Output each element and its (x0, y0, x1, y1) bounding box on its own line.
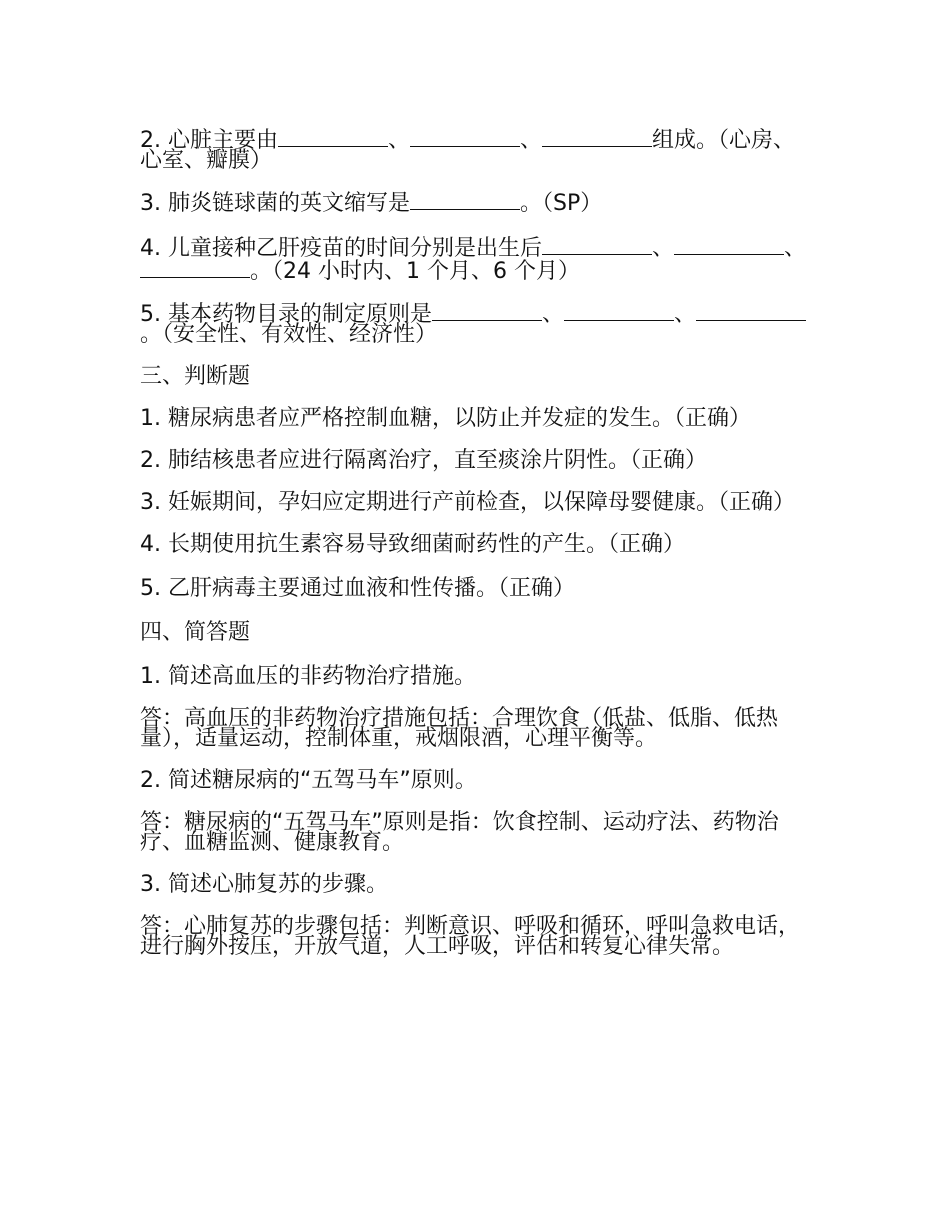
true-false-item: 4. 长期使用抗生素容易导致细菌耐药性的产生。（正确） (140, 532, 685, 557)
answer-blank (140, 259, 250, 278)
answer-blank (432, 302, 542, 321)
answer-blank (564, 302, 674, 321)
answer-blank (542, 128, 652, 147)
short-answer-question: 1. 简述高血压的非药物治疗措施。 (140, 664, 476, 689)
true-false-item: 2. 肺结核患者应进行隔离治疗，直至痰涂片阴性。（正确） (140, 448, 707, 473)
answer-blank (674, 236, 784, 255)
answer-blank (278, 128, 388, 147)
short-answer-question: 3. 简述心肺复苏的步骤。 (140, 872, 388, 897)
short-answer-question: 2. 简述糖尿病的“五驾马车”原则。 (140, 768, 477, 793)
true-false-item: 3. 妊娠期间，孕妇应定期进行产前检查，以保障母婴健康。（正确） (140, 490, 795, 515)
section-heading-true-false: 三、判断题 (140, 364, 251, 389)
short-answer-answer: 答：高血压的非药物治疗措施包括：合理饮食（低盐、低脂、低热量），适量运动，控制体重，戒烟限酒，心理平衡等。 (140, 706, 779, 751)
true-false-item: 5. 乙肝病毒主要通过血液和性传播。（正确） (140, 576, 575, 601)
fill-in-question-5: 5. 基本药物目录的制定原则是 、 、。（安全性、有效性、经济性） (140, 302, 810, 345)
fill-in-question-4: 4. 儿童接种乙肝疫苗的时间分别是出生后 、 、。（24 小时内、1 个月、6 个月） (140, 236, 807, 284)
answer-blank (542, 236, 652, 255)
true-false-item: 1. 糖尿病患者应严格控制血糖，以防止并发症的发生。（正确） (140, 406, 751, 431)
section-heading-short-answer: 四、简答题 (140, 620, 251, 645)
answer-blank (696, 302, 806, 321)
fill-in-question-3: 3. 肺炎链球菌的英文缩写是 。（SP） (140, 191, 603, 216)
short-answer-answer: 答：糖尿病的“五驾马车”原则是指：饮食控制、运动疗法、药物治疗、血糖监测、健康教育。 (140, 810, 779, 855)
fill-in-question-2: 2. 心脏主要由 、 、 组成。（心房、心室、瓣膜） (140, 128, 796, 173)
answer-blank (410, 128, 520, 147)
document-page (140, 128, 810, 977)
short-answer-answer: 答：心肺复苏的步骤包括：判断意识、呼吸和循环，呼叫急救电话，进行胸外按压，开放气道，人工呼吸，评估和转复心律失常。 (140, 914, 801, 959)
answer-blank (410, 191, 520, 210)
